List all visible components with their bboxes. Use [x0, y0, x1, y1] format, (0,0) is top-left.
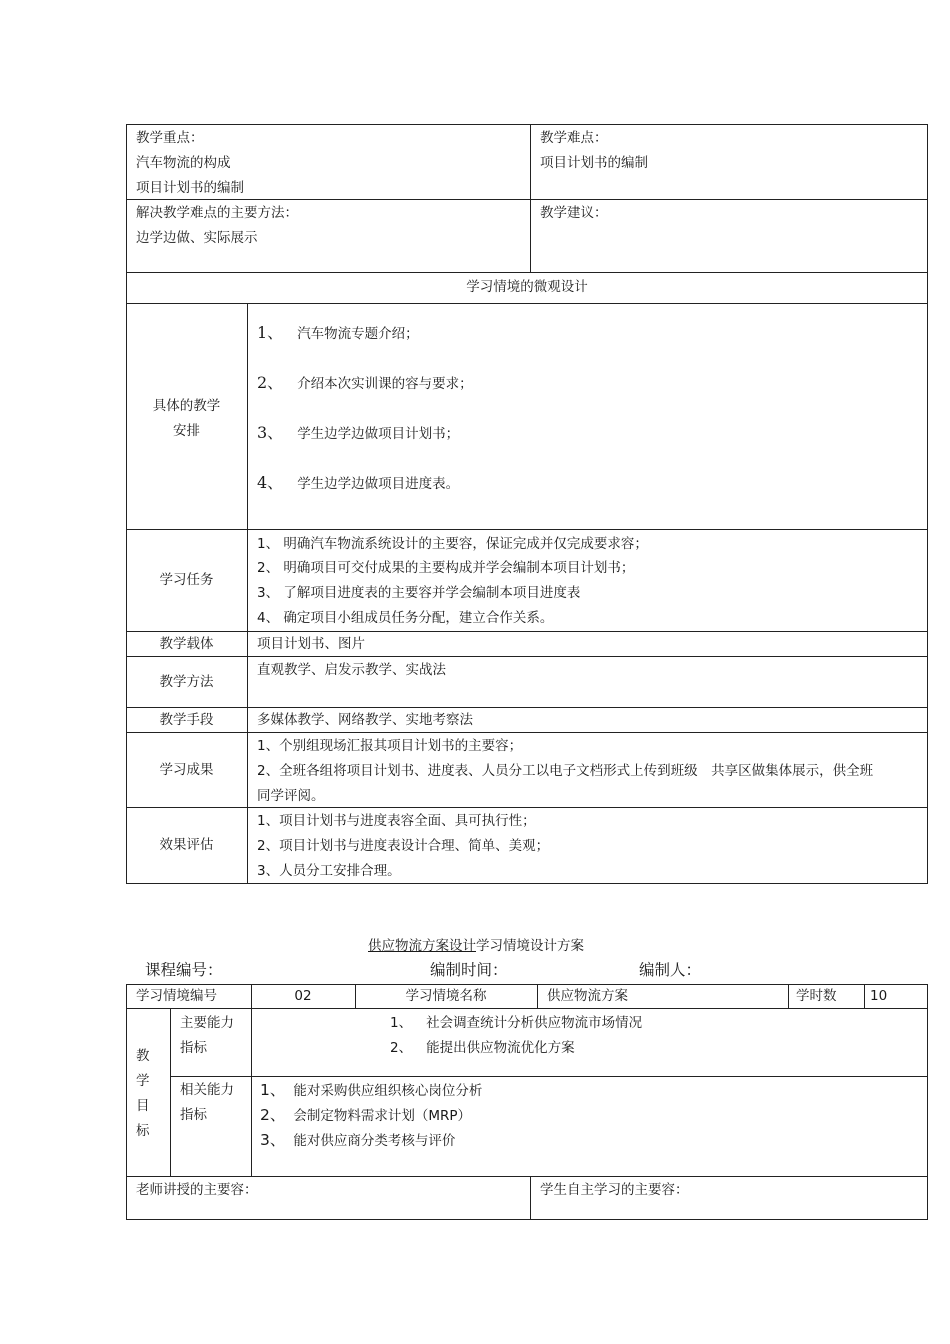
outcome-label: 学习成果 — [159, 762, 214, 778]
goal-label-char-4: 标 — [136, 1123, 150, 1139]
difficulty-line-1: 项目计划书的编制 — [540, 155, 648, 171]
hours-value: 10 — [870, 988, 888, 1004]
main-ability-label-1: 主要能力 — [180, 1015, 234, 1031]
section-title: 供应物流方案设计学习情境设计方案 — [368, 938, 584, 954]
scenario-name-label: 学习情境名称 — [405, 988, 487, 1004]
focus-line-1: 汽车物流的构成 — [136, 155, 231, 171]
suggestion-label: 教学建议： — [540, 205, 608, 221]
outcome-item-1: 1、个别组现场汇报其项目计划书的主要容； — [257, 738, 523, 754]
focus-line-2: 项目计划书的编制 — [136, 180, 244, 196]
related-ability-item-3: 3、 能对供应商分类考核与评价 — [260, 1131, 456, 1149]
related-ability-item-2: 2、 会制定物料需求计划（MRP） — [260, 1106, 472, 1124]
carrier-label: 教学载体 — [159, 636, 214, 652]
arrangement-item-4: 4、 学生边学边做项目进度表。 — [257, 473, 460, 492]
task-item-3: 3、 了解项目进度表的主要容并学会编制本项目进度表 — [257, 585, 581, 601]
focus-label: 教学重点： — [136, 130, 204, 146]
eval-label: 效果评估 — [159, 837, 214, 853]
compiler-label: 编制人： — [639, 961, 702, 979]
arrangement-item-3: 3、 学生边学边做项目计划书； — [257, 423, 460, 442]
main-ability-item-1: 1、 社会调查统计分析供应物流市场情况 — [390, 1015, 643, 1031]
related-ability-label-1: 相关能力 — [180, 1082, 234, 1098]
task-item-2: 2、 明确项目可交付成果的主要构成并学会编制本项目计划书； — [257, 560, 635, 576]
eval-item-3: 3、人员分工安排合理。 — [257, 863, 401, 879]
means-value: 多媒体教学、网络教学、实地考察法 — [257, 712, 473, 728]
tasks-label: 学习任务 — [159, 572, 214, 588]
hours-label: 学时数 — [796, 988, 837, 1004]
scenario-no-label: 学习情境编号 — [136, 988, 217, 1004]
related-ability-label-2: 指标 — [180, 1107, 207, 1123]
arrangement-item-1: 1、 汽车物流专题介绍； — [257, 323, 419, 342]
student-content-label: 学生自主学习的主要容： — [540, 1182, 689, 1198]
related-ability-item-1: 1、 能对采购供应组织核心岗位分析 — [260, 1081, 483, 1099]
teach-method-label: 教学方法 — [159, 674, 214, 690]
teacher-content-label: 老师讲授的主要容： — [136, 1182, 258, 1198]
outcome-item-2: 2、全班各组将项目计划书、进度表、人员分工以电子文档形式上传到班级 共享区做集体展示，供全班 — [257, 763, 874, 779]
eval-item-2: 2、项目计划书与进度表设计合理、简单、美观； — [257, 838, 550, 854]
scenario-no-value: 02 — [294, 988, 312, 1004]
goal-label-char-2: 学 — [136, 1073, 150, 1089]
scenario-name-value: 供应物流方案 — [547, 988, 628, 1004]
carrier-value: 项目计划书、图片 — [257, 636, 365, 652]
goal-label-char-1: 教 — [136, 1048, 150, 1064]
task-item-4: 4、 确定项目小组成员任务分配，建立合作关系。 — [257, 610, 554, 626]
arrangement-label-1: 具体的教学 — [152, 398, 221, 414]
goal-label-char-3: 目 — [136, 1098, 150, 1114]
method-label: 解决教学难点的主要方法： — [136, 205, 298, 221]
teach-method-value: 直观教学、启发示教学、实战法 — [257, 662, 446, 678]
arrangement-item-2: 2、 介绍本次实训课的容与要求； — [257, 373, 473, 392]
eval-item-1: 1、项目计划书与进度表容全面、具可执行性； — [257, 813, 536, 829]
outcome-item-3: 同学评阅。 — [257, 788, 325, 804]
method-line-1: 边学边做、实际展示 — [136, 230, 258, 246]
micro-design-title: 学习情境的微观设计 — [466, 279, 588, 295]
task-item-1: 1、 明确汽车物流系统设计的主要容，保证完成并仅完成要求容； — [257, 536, 648, 552]
main-ability-label-2: 指标 — [180, 1040, 207, 1056]
compile-time-label: 编制时间： — [430, 961, 508, 979]
means-label: 教学手段 — [159, 712, 214, 728]
arrangement-label-2: 安排 — [173, 423, 200, 439]
main-ability-item-2: 2、 能提出供应物流优化方案 — [390, 1040, 575, 1056]
difficulty-label: 教学难点： — [540, 130, 608, 146]
course-no-label: 课程编号： — [145, 961, 223, 979]
